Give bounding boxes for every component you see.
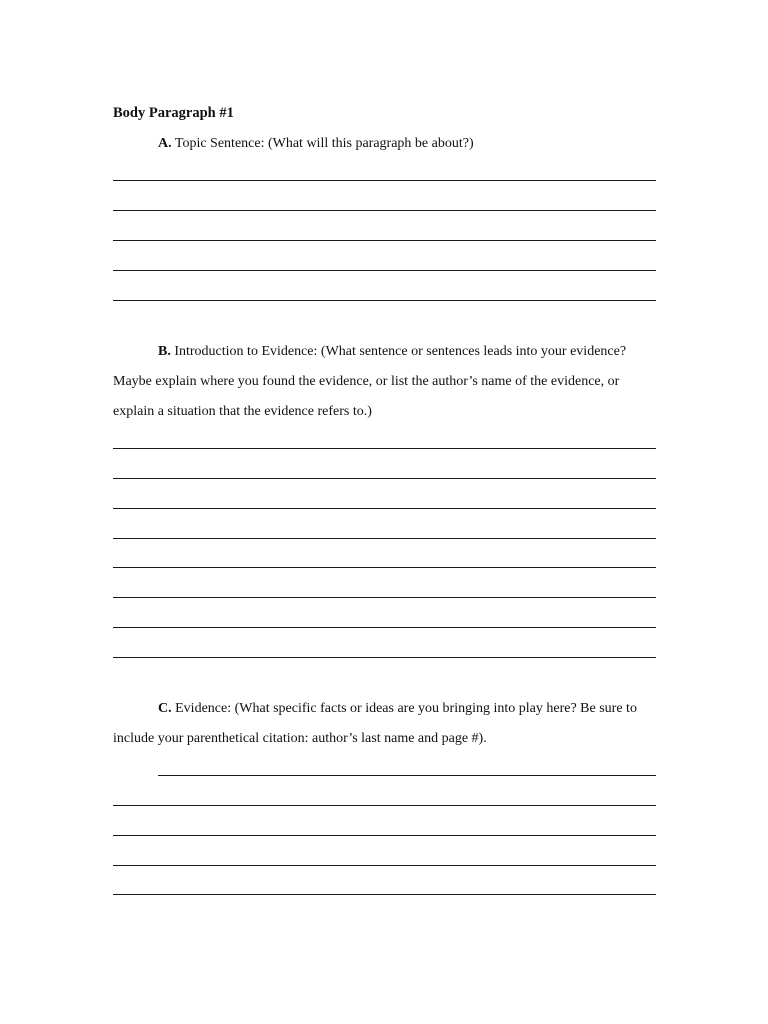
section-b-letter: B. <box>158 344 171 359</box>
section-b-text: Introduction to Evidence: (What sentence or sentences leads into your evidence? Maybe explain where you found the evidence, or list the author’s name of the evidence, or explain a situation that the evidence refers to.) <box>113 344 627 419</box>
answer-line[interactable] <box>113 478 656 479</box>
answer-line[interactable] <box>113 567 656 568</box>
answer-line[interactable] <box>113 240 656 241</box>
section-a-prompt <box>113 129 658 159</box>
answer-line[interactable] <box>113 300 656 301</box>
answer-line[interactable] <box>113 538 656 539</box>
answer-line[interactable] <box>158 775 656 776</box>
answer-line[interactable] <box>113 448 656 449</box>
answer-line[interactable] <box>113 835 656 836</box>
section-c-prompt <box>113 694 658 754</box>
answer-line[interactable] <box>113 805 656 806</box>
answer-line[interactable] <box>113 894 656 895</box>
answer-line[interactable] <box>113 210 656 211</box>
section-a-letter: A. <box>158 136 172 151</box>
answer-line[interactable] <box>113 597 656 598</box>
page-heading: Body Paragraph #1 <box>113 105 234 121</box>
answer-line[interactable] <box>113 508 656 509</box>
section-a-text: Topic Sentence: (What will this paragraph be about?) <box>171 136 474 151</box>
answer-line[interactable] <box>113 865 656 866</box>
answer-line[interactable] <box>113 180 656 181</box>
answer-line[interactable] <box>113 627 656 628</box>
section-b-prompt <box>113 337 658 427</box>
answer-line[interactable] <box>113 270 656 271</box>
answer-line[interactable] <box>113 657 656 658</box>
section-c-text: Evidence: (What specific facts or ideas are you bringing into play here? Be sure to include your parenthetical citation: author’s last name and page #). <box>113 701 637 746</box>
section-c-letter: C. <box>158 701 172 716</box>
